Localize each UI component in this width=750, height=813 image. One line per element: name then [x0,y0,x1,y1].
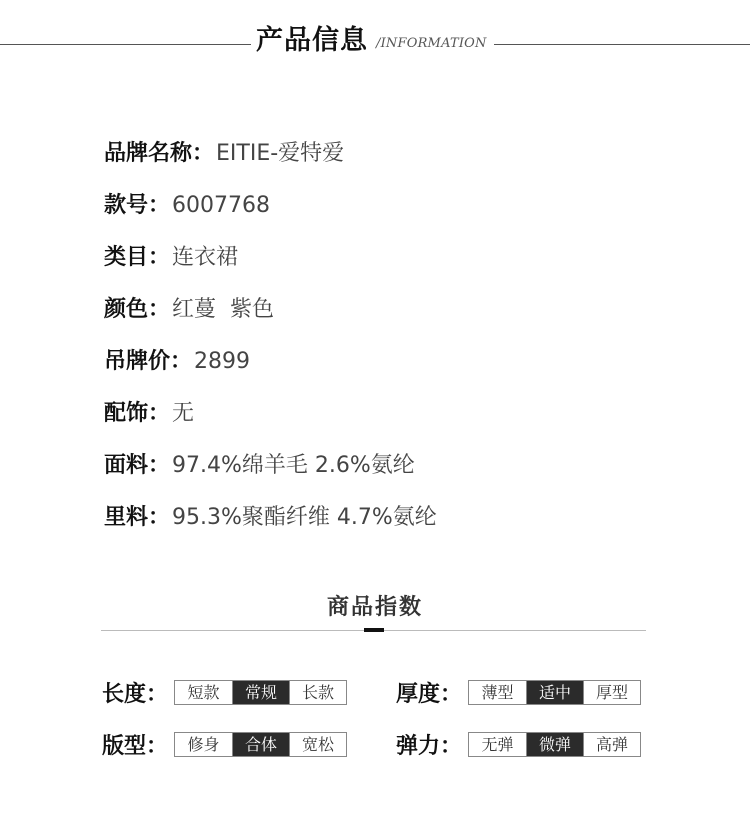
info-label: 里料： [104,505,171,530]
info-value: 97.4%绵羊毛 2.6%氨纶 [172,453,415,478]
option-chip: 宽松 [289,733,346,756]
divider-line [494,44,750,45]
info-value: 无 [172,401,195,426]
option-chip: 无弹 [481,735,514,754]
option-scale [468,732,641,757]
info-label: 面料： [104,453,171,478]
index-section-header [0,590,750,621]
index-group-elasticity [396,729,641,760]
info-value: 2899 [194,349,251,374]
option-chip-selected: 适中 [526,681,583,704]
info-value: 95.3%聚酯纤维 4.7%氨纶 [172,505,437,530]
info-value: 6007768 [172,193,270,218]
option-chip-selected: 常规 [232,681,289,704]
info-row-accessories [104,388,437,440]
info-value: EITIE-爱特爱 [216,141,345,166]
option-chip: 修身 [187,735,220,754]
option-chip: 薄型 [481,683,514,702]
option-chip: 高弹 [583,733,640,756]
index-group-fit [102,729,347,760]
info-label: 颜色： [104,297,171,322]
info-row-category [104,232,437,284]
option-chip-selected: 微弹 [526,733,583,756]
option-scale [174,680,347,705]
info-row-lining [104,492,437,544]
info-row-style-no [104,180,437,232]
option-chip: 厚型 [583,681,640,704]
option-chip: 长款 [289,681,346,704]
option-scale [174,732,347,757]
index-label: 厚度： [396,682,463,707]
divider-line [0,44,251,45]
info-row-tag-price [104,336,437,388]
section-header [0,22,750,66]
section-title: 商品指数 [326,595,423,620]
index-label: 长度： [102,682,169,707]
info-label: 类目： [104,245,171,270]
page-title: 产品信息 [256,25,368,56]
option-scale [468,680,641,705]
index-label: 弹力： [396,734,463,759]
index-label: 版型： [102,734,169,759]
info-row-fabric [104,440,437,492]
divider-accent [364,628,384,632]
option-chip: 短款 [187,683,220,702]
page-subtitle: /INFORMATION [376,36,487,51]
option-chip-selected: 合体 [232,733,289,756]
info-label: 配饰： [104,401,171,426]
info-label: 吊牌价： [104,349,193,374]
index-group-thickness [396,677,641,708]
info-row-brand [104,128,437,180]
index-group-length [102,677,347,708]
info-value: 红蔓 紫色 [172,297,275,322]
info-label: 品牌名称： [104,141,215,166]
info-value: 连衣裙 [172,245,239,270]
info-label: 款号： [104,193,171,218]
info-row-color [104,284,437,336]
product-info-list [104,128,437,544]
